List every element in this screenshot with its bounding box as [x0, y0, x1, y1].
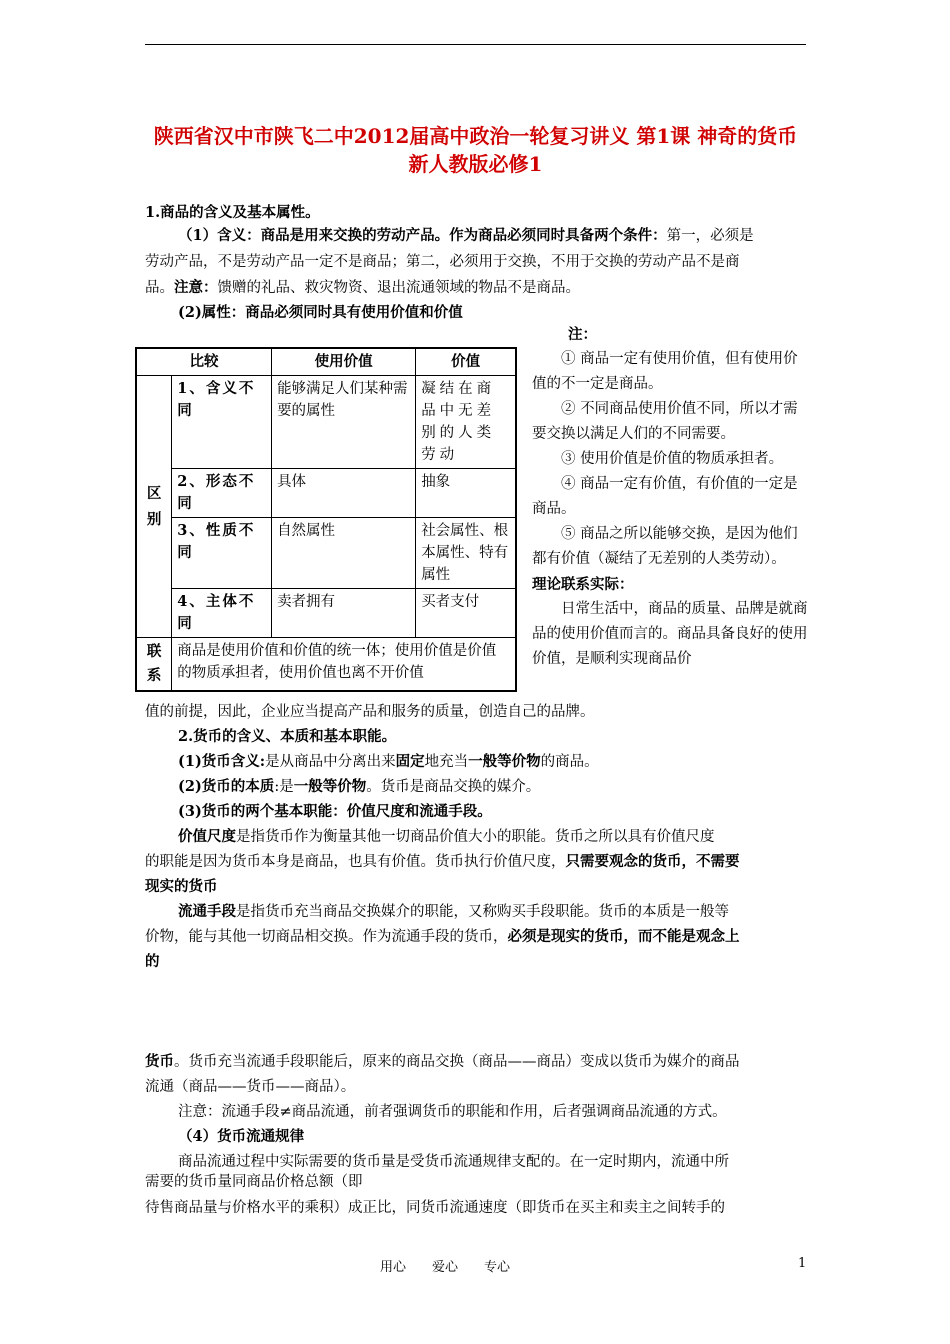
link-text: 商品是使用价值和价值的统一体；使用价值是价值的物质承担者，使用价值也离不开价值: [172, 638, 516, 692]
circulation-line-1: [178, 902, 729, 922]
page-number: 1: [798, 1256, 807, 1271]
section2-heading: 2.货币的含义、本质和基本职能。: [178, 728, 397, 745]
diff-label: [136, 376, 172, 638]
value-measure-term: 价值尺度: [178, 828, 236, 845]
meaning-text: 是从商品中分离出来: [265, 754, 396, 770]
note-item: ② 不同商品使用价值不同，所以才需要交换以满足人们的不同需要。: [532, 401, 798, 442]
comparison-table: [135, 347, 517, 692]
circulation-text: 。货币充当流通手段职能后，原来的商品交换（商品——商品）变成以货币为媒介的商品: [174, 1054, 740, 1070]
table-header-use-value: 使用价值: [272, 348, 416, 376]
value-measure-text: 是指货币作为衡量其他一切商品价值大小的职能。货币之所以具有价值尺度: [236, 829, 715, 845]
table-header-compare: 比较: [136, 348, 272, 376]
document-title: 陕西省汉中市陕飞二中2012届高中政治一轮复习讲义 第1课 神奇的货币 新人教版必修1: [153, 124, 798, 176]
page-footer: 用心 爱心 专心: [380, 1260, 511, 1275]
header-rule: [145, 44, 806, 45]
note-text: 馈赠的礼品、救灾物资、退出流通领域的物品不是商品。: [217, 280, 580, 296]
circulation-text: 是指货币充当商品交换媒介的职能，又称购买手段职能。货币的本质是一般等: [236, 904, 729, 920]
link-label: [136, 638, 172, 692]
definition-line-3: [145, 278, 580, 298]
definition-end: 品。: [145, 280, 174, 296]
circulation-term: 流通手段: [178, 903, 236, 920]
circulation-bold: 必须是现实的货币，而不能是观念上: [507, 928, 740, 945]
table-cell: 具体: [272, 469, 416, 518]
money-meaning: [178, 752, 599, 772]
table-cell: 凝结在商品中无差别的人类劳动: [416, 376, 516, 469]
value-measure-line-1: [178, 827, 715, 847]
law-heading: （4）货币流通规律: [178, 1128, 305, 1145]
table-header-value: 价值: [416, 348, 516, 376]
circulation-bold: 货币: [145, 1053, 174, 1070]
circulation-text: 价物，能与其他一切商品相交换。作为流通手段的货币，: [145, 929, 508, 945]
essence-bold: 一般等价物: [293, 778, 367, 795]
circulation-line-3: 的: [145, 953, 160, 970]
practice-heading: 理论联系实际：: [532, 576, 634, 593]
link-label-text: 联系: [146, 643, 162, 684]
note-item: ③ 使用价值是价值的物质承担者。: [561, 451, 784, 467]
meaning-bold: 一般等价物: [468, 753, 541, 770]
table-row: 1、含义不同: [172, 376, 272, 469]
note-item: ④ 商品一定有价值，有价值的一定是商品。: [532, 476, 798, 517]
money-functions: (3)货币的两个基本职能：价值尺度和流通手段。: [178, 803, 492, 820]
value-measure-bold: 只需要观念的货币，不需要: [565, 853, 740, 870]
value-measure-line-3: 现实的货币: [145, 878, 218, 895]
definition-bold: （1）含义：商品是用来交换的劳动产品。作为商品必须同时具备两个条件：: [178, 227, 667, 244]
definition-rest: 第一，必须是: [666, 228, 754, 244]
table-cell: 卖者拥有: [272, 589, 416, 638]
table-cell: 买者支付: [416, 589, 516, 638]
notes-heading: 注：: [568, 326, 597, 343]
notes-panel: [532, 322, 808, 672]
essence-label: (2)货币的本质: [178, 778, 275, 795]
table-cell: 抽象: [416, 469, 516, 518]
table-cell: 能够满足人们某种需要的属性: [272, 376, 416, 469]
table-cell: 社会属性、根本属性、特有属性: [416, 518, 516, 589]
definition-line-1: [178, 226, 754, 246]
value-measure-line-2: [145, 852, 740, 872]
circulation-note: 注意：流通手段≠商品流通，前者强调货币的职能和作用，后者强调商品流通的方式。: [178, 1104, 727, 1120]
table-cell: 自然属性: [272, 518, 416, 589]
table-row: 3、性质不同: [172, 518, 272, 589]
law-line-2: 需要的货币量同商品价格总额（即: [145, 1174, 363, 1190]
law-line-1: 商品流通过程中实际需要的货币量是受货币流通规律支配的。在一定时期内，流通中所: [178, 1154, 729, 1170]
law-line-3: 待售商品量与价格水平的乘积）成正比，同货币流通速度（即货币在买主和卖主之间转手的: [145, 1200, 725, 1216]
attribute-line: (2)属性：商品必须同时具有使用价值和价值: [178, 304, 463, 321]
practice-tail: 值的前提，因此，企业应当提高产品和服务的质量，创造自己的品牌。: [145, 704, 595, 720]
meaning-bold: 固定: [395, 753, 425, 770]
note-item: ① 商品一定有使用价值，但有使用价值的不一定是商品。: [532, 351, 798, 392]
section1-heading: 1.商品的含义及基本属性。: [145, 204, 320, 221]
circulation-line-2: [145, 927, 740, 947]
value-measure-text: 的职能是因为货币本身是商品，也具有价值。货币执行价值尺度，: [145, 854, 566, 870]
practice-text: 日常生活中，商品的质量、品牌是就商品的使用价值而言的。商品具备良好的使用价值，是顺利实现商品价: [532, 601, 808, 667]
meaning-text: 的商品。: [540, 754, 599, 770]
essence-text: 。货币是商品交换的媒介。: [366, 779, 541, 795]
meaning-text: 地充当: [424, 754, 469, 770]
circulation-line-4: [145, 1052, 740, 1072]
note-item: ⑤ 商品之所以能够交换，是因为他们都有价值（凝结了无差别的人类劳动）。: [532, 526, 798, 567]
money-essence: [178, 777, 540, 797]
circulation-line-5: 流通（商品——货币——商品）。: [145, 1079, 356, 1095]
table-row: 4、主体不同: [172, 589, 272, 638]
diff-label-text: 区别: [146, 484, 162, 528]
essence-text: :是: [274, 779, 294, 795]
table-row: 2、形态不同: [172, 469, 272, 518]
meaning-label: (1)货币含义:: [178, 753, 266, 770]
definition-line-2: 劳动产品，不是劳动产品一定不是商品；第二，必须用于交换，不用于交换的劳动产品不是商: [145, 254, 740, 270]
note-label: 注意：: [174, 279, 218, 296]
